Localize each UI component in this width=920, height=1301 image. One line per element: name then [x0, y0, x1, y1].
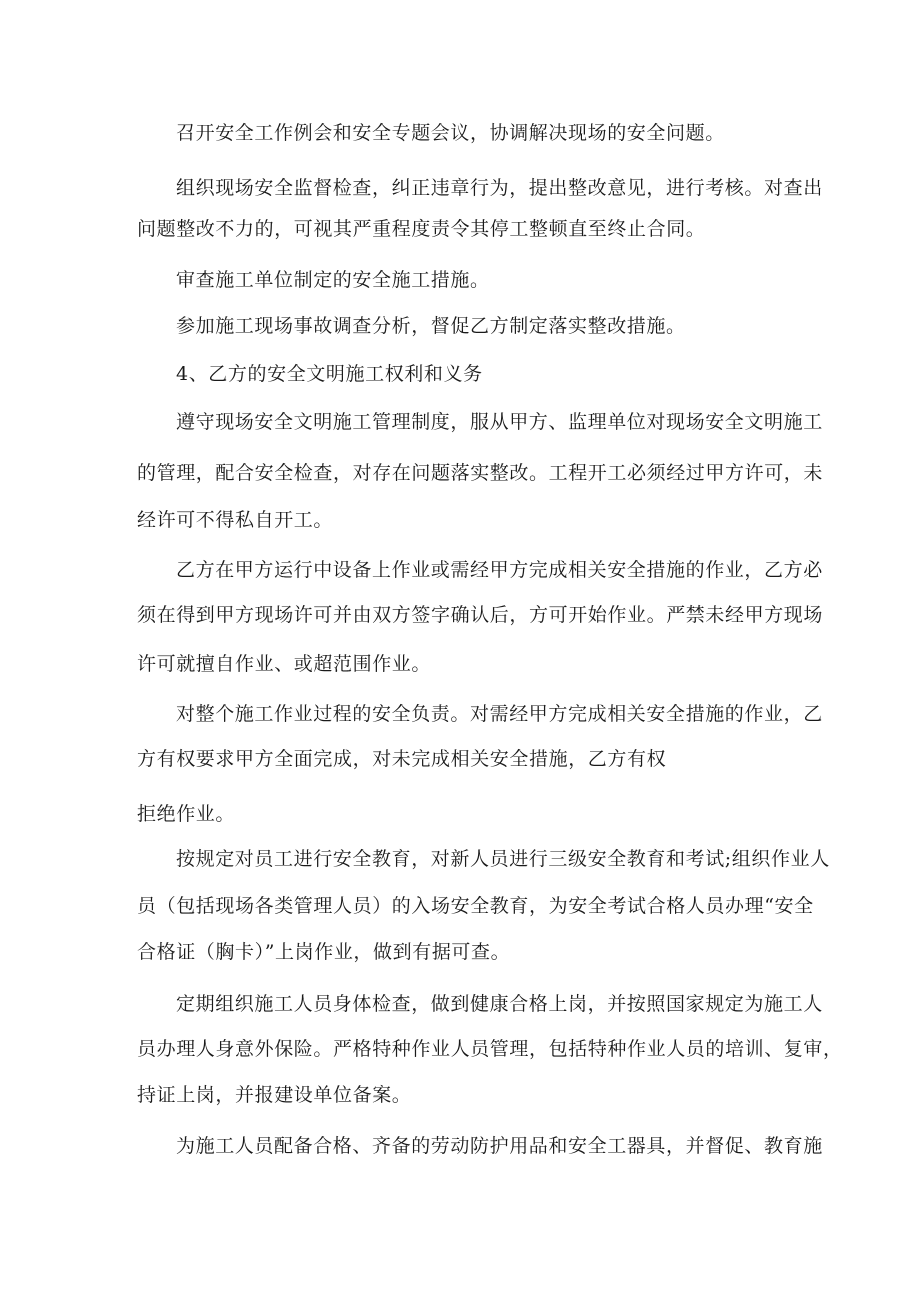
paragraph-9-line-1: 拒绝作业。: [137, 803, 236, 825]
paragraph-7-line-1: 乙方在甲方运行中设备上作业或需经甲方完成相关安全措施的作业，乙方必: [176, 559, 823, 581]
paragraph-11-line-3: 持证上岗，并报建设单位备案。: [137, 1084, 412, 1106]
paragraph-1-line-1: 召开安全工作例会和安全专题会议，协调解决现场的安全问题。: [176, 122, 725, 144]
paragraph-10-line-2: 员（包括现场各类管理人员）的入场安全教育，为安全考试合格人员办理“安全: [137, 895, 814, 917]
paragraph-7-line-2: 须在得到甲方现场许可并由双方签字确认后，方可开始作业。严禁未经甲方现场: [137, 604, 824, 626]
paragraph-2-line-2: 问题整改不力的，可视其严重程度责令其停工整顿直至终止合同。: [137, 218, 706, 240]
paragraph-6-line-3: 经许可不得私自开工。: [137, 509, 334, 531]
section-heading: 4、乙方的安全文明施工权利和义务: [176, 363, 483, 385]
paragraph-6-line-1: 遵守现场安全文明施工管理制度，服从甲方、监理单位对现场安全文明施工: [176, 411, 823, 433]
paragraph-11-line-2: 员办理人身意外保险。严格特种作业人员管理，包括特种作业人员的培训、复审，: [137, 1038, 843, 1060]
paragraph-12-line-1: 为施工人员配备合格、齐备的劳动防护用品和安全工器具，并督促、教育施: [176, 1135, 823, 1157]
paragraph-3-line-1: 审查施工单位制定的安全施工措施。: [176, 269, 490, 291]
paragraph-6-line-2: 的管理，配合安全检查，对存在问题落实整改。工程开工必须经过甲方许可，未: [137, 462, 824, 484]
paragraph-8-line-2: 方有权要求甲方全面完成，对未完成相关安全措施，乙方有权: [137, 748, 667, 770]
paragraph-10-line-1: 按规定对员工进行安全教育，对新人员进行三级安全教育和考试;组织作业人: [176, 848, 830, 870]
paragraph-7-line-3: 许可就擅自作业、或超范围作业。: [137, 653, 432, 675]
paragraph-4-line-1: 参加施工现场事故调查分析，督促乙方制定落实整改措施。: [176, 315, 686, 337]
paragraph-10-line-3: 合格证（胸卡）”上岗作业，做到有据可查。: [137, 941, 511, 963]
paragraph-8-line-1: 对整个施工作业过程的安全负责。对需经甲方完成相关安全措施的作业，乙: [176, 703, 823, 725]
paragraph-2-line-1: 组织现场安全监督检查，纠正违章行为，提出整改意见，进行考核。对查出: [176, 177, 823, 199]
paragraph-11-line-1: 定期组织施工人员身体检查，做到健康合格上岗，并按照国家规定为施工人: [176, 993, 823, 1015]
